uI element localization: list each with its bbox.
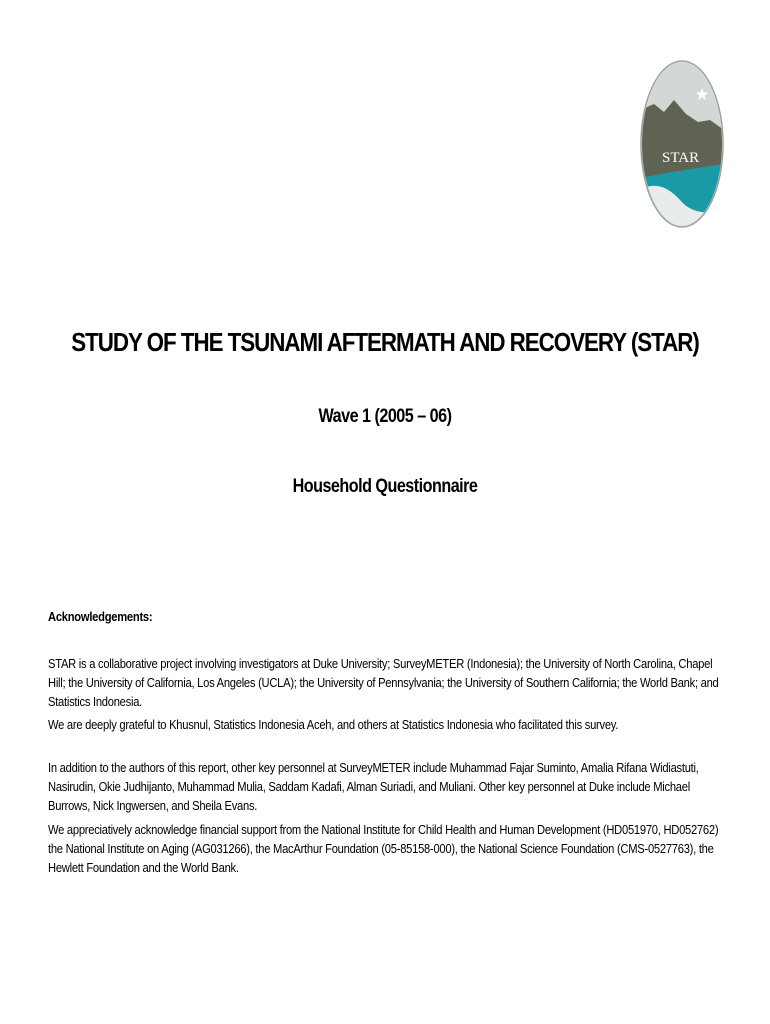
logo-text: STAR	[662, 150, 700, 166]
acknowledgement-paragraph: We are deeply grateful to Khusnul, Statistics Indonesia Aceh, and others at Statistics Indonesia who facilitated this survey.	[48, 717, 619, 732]
acknowledgements-heading: Acknowledgements:	[48, 609, 153, 624]
wave-subtitle: Wave 1 (2005 – 06)	[318, 406, 452, 427]
star-logo	[640, 60, 724, 228]
acknowledgement-paragraph: We appreciatively acknowledge financial support from the National Institute for Child Health and Human Development (HD051970, HD052762) the National Institute on Aging (AG031266), the MacArthur Foundation (05-85158-000), the National Science Foundation (CMS-0527763), the Hewlett Foundation and the World Bank.	[48, 822, 719, 875]
document-title: STUDY OF THE TSUNAMI AFTERMATH AND RECOVERY (STAR)	[71, 327, 699, 357]
acknowledgement-paragraph: STAR is a collaborative project involving investigators at Duke University; SurveyMETER (Indonesia); the University of North Carolina, Chapel Hill; the University of California, Los Angeles (UCLA); the University of Pennsylvania; the University of Southern California; the World Bank; and Statistics Indonesia.	[48, 656, 719, 709]
questionnaire-subtitle: Household Questionnaire	[292, 476, 478, 497]
acknowledgement-paragraph: In addition to the authors of this report, other key personnel at SurveyMETER include Muhammad Fajar Suminto, Amalia Rifana Widiastuti, Nasirudin, Okie Judhijanto, Muhammad Mulia, Saddam Kadafi, Alman Suriadi, and Muliani. Other key personnel at Duke include Michael Burrows, Nick Ingwersen, and Sheila Evans.	[48, 760, 699, 813]
